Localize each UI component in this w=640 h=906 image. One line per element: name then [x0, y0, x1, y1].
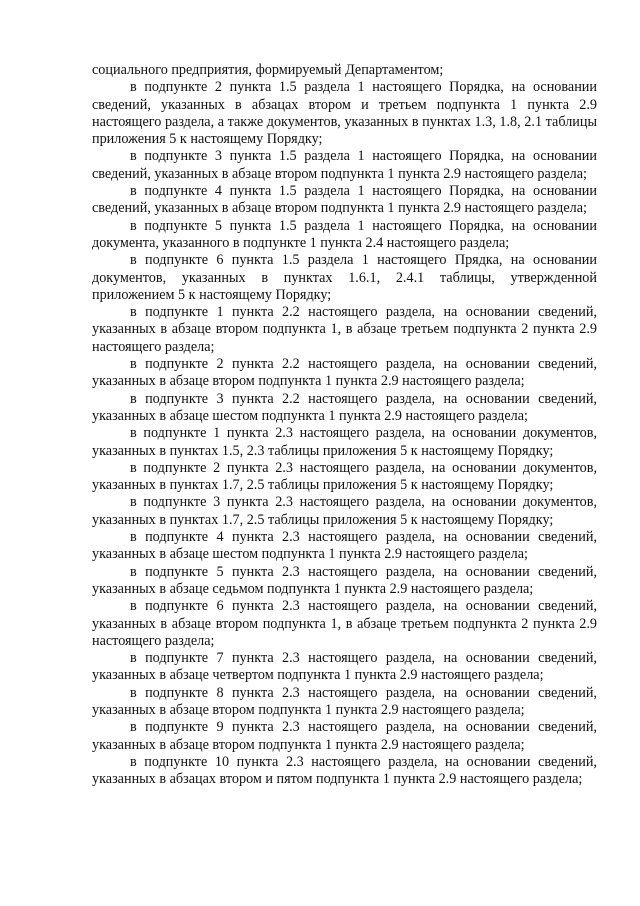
paragraph-8: в подпункте 2 пункта 2.2 настоящего раздела, на основании сведений, указанных в абзаце втором подпункта 1 пункта 2.9 настоящего раздела;: [92, 356, 597, 390]
paragraph-17: в подпункте 8 пункта 2.3 настоящего раздела, на основании сведений, указанных в абзаце втором подпункта 1 пункта 2.9 настоящего раздела;: [92, 684, 597, 718]
paragraph-2: в подпункте 2 пункта 1.5 раздела 1 настоящего Порядка, на основании сведений, указанных в абзацах втором и третьем подпункта 1 пункта 2.9 настоящего раздела, а также документов, указанных в пунктах 1.3, 1.8, 2.1 таблицы приложения 5 к настоящему Порядку;: [92, 79, 597, 148]
paragraph-12: в подпункте 3 пункта 2.3 настоящего раздела, на основании документов, указанных в пунктах 1.7, 2.5 таблицы приложения 5 к настоящему Порядку;: [92, 494, 597, 528]
paragraph-1: социального предприятия, формируемый Департаментом;: [92, 62, 444, 78]
document-body: [92, 62, 597, 788]
paragraph-6: в подпункте 6 пункта 1.5 раздела 1 настоящего Прядка, на основании документов, указанных в пунктах 1.6.1, 2.4.1 таблицы, утвержденной приложением 5 к настоящему Порядку;: [92, 252, 597, 303]
paragraph-14: в подпункте 5 пункта 2.3 настоящего раздела, на основании сведений, указанных в абзаце седьмом подпункта 1 пункта 2.9 настоящего раздела;: [92, 563, 597, 597]
paragraph-16: в подпункте 7 пункта 2.3 настоящего раздела, на основании сведений, указанных в абзаце четвертом подпункта 1 пункта 2.9 настоящего раздела;: [92, 650, 597, 684]
paragraph-13: в подпункте 4 пункта 2.3 настоящего раздела, на основании сведений, указанных в абзаце шестом подпункта 1 пункта 2.9 настоящего раздела;: [92, 529, 597, 563]
paragraph-7: в подпункте 1 пункта 2.2 настоящего раздела, на основании сведений, указанных в абзаце втором подпункта 1, в абзаце третьем подпункта 2 пункта 2.9 настоящего раздела;: [92, 304, 597, 355]
paragraph-5: в подпункте 5 пункта 1.5 раздела 1 настоящего Порядка, на основании документа, указанного в подпункте 1 пункта 2.4 настоящего раздела;: [92, 217, 597, 251]
paragraph-4: в подпункте 4 пункта 1.5 раздела 1 настоящего Порядка, на основании сведений, указанных в абзаце втором подпункта 1 пункта 2.9 настоящего раздела;: [92, 183, 597, 217]
paragraph-9: в подпункте 3 пункта 2.2 настоящего раздела, на основании сведений, указанных в абзаце шестом подпункта 1 пункта 2.9 настоящего раздела;: [92, 390, 597, 424]
paragraph-3: в подпункте 3 пункта 1.5 раздела 1 настоящего Порядка, на основании сведений, указанных в абзаце втором подпункта 1 пункта 2.9 настоящего раздела;: [92, 148, 597, 182]
paragraph-10: в подпункте 1 пункта 2.3 настоящего раздела, на основании документов, указанных в пунктах 1.5, 2.3 таблицы приложения 5 к настоящему Порядку;: [92, 425, 597, 459]
paragraph-11: в подпункте 2 пункта 2.3 настоящего раздела, на основании документов, указанных в пунктах 1.7, 2.5 таблицы приложения 5 к настоящему Порядку;: [92, 459, 597, 494]
paragraph-19: в подпункте 10 пункта 2.3 настоящего раздела, на основании сведений, указанных в абзацах втором и пятом подпункта 1 пункта 2.9 настоящего раздела;: [92, 753, 597, 788]
paragraph-15: в подпункте 6 пункта 2.3 настоящего раздела, на основании сведений, указанных в абзаце втором подпункта 1, в абзаце третьем подпункта 2 пункта 2.9 настоящего раздела;: [92, 598, 597, 649]
paragraph-18: в подпункте 9 пункта 2.3 настоящего раздела, на основании сведений, указанных в абзаце втором подпункта 1 пункта 2.9 настоящего раздела;: [92, 719, 597, 753]
